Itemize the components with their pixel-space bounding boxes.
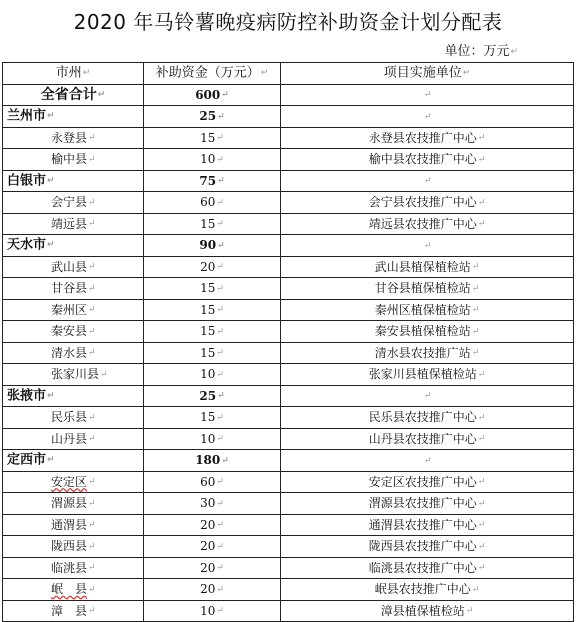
cell-unit xyxy=(281,579,574,601)
paragraph-mark: ↵ xyxy=(477,541,486,552)
paragraph-mark: ↵ xyxy=(88,606,96,616)
paragraph-mark: ↵ xyxy=(471,348,480,358)
cell-amount xyxy=(144,84,281,106)
paragraph-mark: ↵ xyxy=(471,305,480,315)
cell-unit-text: 陇西县农技推广中心 xyxy=(368,539,477,553)
cell-amount xyxy=(144,235,281,257)
cell-name-text: 民乐县 xyxy=(51,410,88,424)
cell-unit xyxy=(281,600,574,622)
cell-unit xyxy=(281,407,574,429)
cell-unit xyxy=(281,450,574,472)
table-row xyxy=(3,428,574,450)
cell-name-text: 安定区 xyxy=(51,474,88,489)
cell-amount-text: 15 xyxy=(200,216,216,231)
paragraph-mark: ↵ xyxy=(47,175,55,186)
unit-label: 单位：万元↵ xyxy=(444,44,518,59)
paragraph-mark: ↵ xyxy=(216,369,224,380)
paragraph-mark: ↵ xyxy=(423,240,432,251)
city-row xyxy=(3,106,574,128)
paragraph-mark: ↵ xyxy=(465,606,474,616)
cell-name-text: 会宁县 xyxy=(51,195,88,209)
cell-unit xyxy=(281,235,574,257)
paragraph-mark: ↵ xyxy=(216,283,224,294)
cell-unit xyxy=(281,127,574,149)
cell-unit xyxy=(281,84,574,106)
header-city: 市州↵ xyxy=(3,63,144,85)
cell-name-text: 甘谷县 xyxy=(51,281,88,295)
cell-amount-text: 15 xyxy=(200,130,216,145)
cell-unit-text: 漳县植保植检站 xyxy=(380,603,465,618)
paragraph-mark: ↵ xyxy=(471,283,480,294)
paragraph-mark: ↵ xyxy=(47,390,55,401)
cell-name-text: 张家川县 xyxy=(51,367,100,381)
cell-amount-text: 20 xyxy=(200,517,216,532)
cell-unit-text: 秦州区植保植检站 xyxy=(374,302,471,317)
cell-amount xyxy=(144,493,281,515)
table-row xyxy=(3,407,574,429)
paragraph-mark: ↵ xyxy=(423,111,432,122)
paragraph-mark: ↵ xyxy=(216,477,224,487)
table-row xyxy=(3,579,574,601)
cell-name xyxy=(3,235,144,257)
cell-name xyxy=(3,557,144,579)
cell-amount xyxy=(144,192,281,214)
table-row xyxy=(3,471,574,493)
paragraph-mark: ↵ xyxy=(216,606,224,616)
cell-name xyxy=(3,170,144,192)
cell-unit xyxy=(281,385,574,407)
paragraph-mark: ↵ xyxy=(216,563,224,573)
paragraph-mark: ↵ xyxy=(88,283,96,294)
cell-unit-text: 临洮县农技推广中心 xyxy=(368,560,477,575)
cell-unit-text: 靖远县农技推广中心 xyxy=(368,216,477,231)
cell-name-text: 岷 县 xyxy=(51,582,88,596)
cell-name-text: 定西市 xyxy=(7,452,47,468)
paragraph-mark: ↵ xyxy=(88,434,96,444)
cell-name xyxy=(3,192,144,214)
paragraph-mark: ↵ xyxy=(216,326,224,337)
cell-amount xyxy=(144,471,281,493)
cell-amount xyxy=(144,106,281,128)
cell-name xyxy=(3,493,144,515)
cell-name xyxy=(3,342,144,364)
paragraph-mark: ↵ xyxy=(471,262,480,272)
cell-amount-text: 60 xyxy=(200,474,216,489)
cell-amount-text: 25 xyxy=(199,388,217,403)
cell-unit xyxy=(281,170,574,192)
cell-amount-text: 60 xyxy=(200,195,216,209)
table-row xyxy=(3,149,574,171)
paragraph-mark: ↵ xyxy=(216,412,224,423)
cell-unit-text: 安定区农技推广中心 xyxy=(368,474,477,489)
cell-name-text: 武山县 xyxy=(51,259,88,274)
paragraph-mark: ↵ xyxy=(216,197,224,208)
paragraph-mark: ↵ xyxy=(477,563,486,573)
paragraph-mark: ↵ xyxy=(47,455,55,465)
table-row xyxy=(3,364,574,386)
cell-name xyxy=(3,364,144,386)
cell-amount-text: 15 xyxy=(200,324,216,338)
cell-amount-text: 15 xyxy=(200,281,216,295)
cell-name xyxy=(3,278,144,300)
paragraph-mark: ↵ xyxy=(88,563,96,573)
table-row xyxy=(3,127,574,149)
paragraph-mark: ↵ xyxy=(88,262,96,272)
paragraph-mark: ↵ xyxy=(216,434,224,444)
cell-amount xyxy=(144,428,281,450)
cell-name-text: 清水县 xyxy=(51,345,88,360)
table-row xyxy=(3,213,574,235)
city-row xyxy=(3,450,574,472)
cell-amount-text: 30 xyxy=(200,496,216,510)
cell-unit-text: 民乐县农技推广中心 xyxy=(368,410,477,424)
cell-amount xyxy=(144,407,281,429)
paragraph-mark: ↵ xyxy=(423,391,432,401)
paragraph-mark: ↵ xyxy=(216,498,224,509)
cell-amount xyxy=(144,170,281,192)
cell-amount-text: 90 xyxy=(199,238,217,252)
cell-name xyxy=(3,514,144,536)
cell-unit xyxy=(281,213,574,235)
cell-amount xyxy=(144,321,281,343)
paragraph-mark: ↵ xyxy=(88,133,96,143)
cell-name xyxy=(3,149,144,171)
cell-amount-text: 10 xyxy=(200,431,216,446)
cell-amount-text: 10 xyxy=(200,152,216,166)
paragraph-mark: ↵ xyxy=(47,240,55,250)
cell-unit xyxy=(281,471,574,493)
cell-name xyxy=(3,256,144,278)
paragraph-mark: ↵ xyxy=(216,520,224,530)
city-row xyxy=(3,385,574,407)
cell-unit xyxy=(281,106,574,128)
cell-amount-text: 20 xyxy=(200,582,216,596)
table-row xyxy=(3,278,574,300)
cell-amount xyxy=(144,514,281,536)
header-unit: 项目实施单位↵ xyxy=(281,63,574,85)
cell-name-text: 渭源县 xyxy=(51,496,88,510)
cell-amount xyxy=(144,364,281,386)
cell-amount xyxy=(144,278,281,300)
cell-amount xyxy=(144,342,281,364)
cell-unit-text: 武山县植保植检站 xyxy=(374,259,471,274)
paragraph-mark: ↵ xyxy=(88,326,96,337)
cell-name-text: 靖远县 xyxy=(51,216,88,231)
city-row xyxy=(3,235,574,257)
paragraph-mark: ↵ xyxy=(216,262,224,272)
cell-name xyxy=(3,321,144,343)
paragraph-mark: ↵ xyxy=(217,391,225,401)
cell-amount xyxy=(144,600,281,622)
table-row xyxy=(3,256,574,278)
cell-unit-text: 榆中县农技推广中心 xyxy=(368,152,477,166)
cell-name xyxy=(3,579,144,601)
paragraph-mark: ↵ xyxy=(477,520,486,530)
cell-name-text: 永登县 xyxy=(51,130,88,145)
table-row xyxy=(3,514,574,536)
cell-name-text: 漳 县 xyxy=(51,603,88,618)
cell-name-text: 通渭县 xyxy=(51,517,88,532)
paragraph-mark: ↵ xyxy=(100,369,108,380)
cell-unit xyxy=(281,557,574,579)
cell-amount xyxy=(144,149,281,171)
cell-amount-text: 20 xyxy=(200,539,216,553)
cell-unit-text: 清水县农技推广站 xyxy=(374,345,471,360)
cell-name-text: 兰州市 xyxy=(7,108,47,124)
city-row xyxy=(3,170,574,192)
paragraph-mark: ↵ xyxy=(423,90,432,100)
paragraph-mark: ↵ xyxy=(217,111,225,122)
cell-unit xyxy=(281,192,574,214)
cell-name xyxy=(3,385,144,407)
table-row xyxy=(3,600,574,622)
table-row xyxy=(3,321,574,343)
cell-name-text: 天水市 xyxy=(7,237,47,253)
table-row xyxy=(3,557,574,579)
paragraph-mark: ↵ xyxy=(88,520,96,530)
paragraph-mark: ↵ xyxy=(88,477,96,487)
cell-amount-text: 75 xyxy=(199,173,217,188)
cell-unit-text: 岷县农技推广中心 xyxy=(374,582,471,596)
cell-unit-text: 会宁县农技推广中心 xyxy=(368,195,477,209)
cell-name xyxy=(3,428,144,450)
cell-name-text: 秦安县 xyxy=(51,324,88,338)
paragraph-mark: ↵ xyxy=(477,219,486,229)
cell-amount-text: 10 xyxy=(200,367,216,381)
cell-unit-text: 甘谷县植保植检站 xyxy=(374,281,471,295)
cell-amount-text: 20 xyxy=(200,259,216,274)
cell-name-text: 陇西县 xyxy=(51,539,88,553)
paragraph-mark: ↵ xyxy=(88,154,96,165)
cell-amount-text: 600 xyxy=(195,87,221,102)
paragraph-mark: ↵ xyxy=(217,240,225,251)
table-row xyxy=(3,299,574,321)
paragraph-mark: ↵ xyxy=(477,498,486,509)
cell-amount-text: 180 xyxy=(195,453,221,467)
paragraph-mark: ↵ xyxy=(97,89,106,100)
paragraph-mark: ↵ xyxy=(471,326,480,337)
paragraph-mark: ↵ xyxy=(477,197,486,208)
paragraph-mark: ↵ xyxy=(88,197,96,208)
paragraph-mark: ↵ xyxy=(216,219,224,229)
cell-name xyxy=(3,536,144,558)
cell-unit-text: 永登县农技推广中心 xyxy=(368,130,477,145)
cell-amount-text: 15 xyxy=(200,302,216,317)
paragraph-mark: ↵ xyxy=(477,154,486,165)
cell-unit xyxy=(281,149,574,171)
cell-name xyxy=(3,106,144,128)
table-header-row xyxy=(3,63,574,85)
cell-unit xyxy=(281,428,574,450)
cell-unit-text: 通渭县农技推广中心 xyxy=(368,517,477,532)
cell-amount-text: 25 xyxy=(199,109,217,123)
cell-name-text: 白银市 xyxy=(7,173,47,188)
cell-name xyxy=(3,84,144,106)
cell-unit xyxy=(281,321,574,343)
paragraph-mark: ↵ xyxy=(216,305,224,315)
cell-amount xyxy=(144,536,281,558)
paragraph-mark: ↵ xyxy=(221,90,229,100)
cell-unit-text: 张家川县植保植检站 xyxy=(368,367,477,381)
cell-unit-text: 渭源县农技推广中心 xyxy=(368,496,477,510)
cell-name xyxy=(3,127,144,149)
cell-amount-text: 15 xyxy=(200,410,216,424)
cell-name-text: 榆中县 xyxy=(51,152,88,166)
paragraph-mark: ↵ xyxy=(477,477,486,487)
cell-amount-text: 20 xyxy=(200,560,216,575)
cell-unit xyxy=(281,493,574,515)
cell-name-text: 临洮县 xyxy=(51,560,88,575)
paragraph-mark: ↵ xyxy=(47,111,55,121)
table-row xyxy=(3,192,574,214)
cell-unit-text: 秦安县植保植检站 xyxy=(374,324,471,338)
cell-unit xyxy=(281,364,574,386)
cell-name xyxy=(3,213,144,235)
cell-unit xyxy=(281,278,574,300)
cell-name-text: 秦州区 xyxy=(51,302,88,317)
paragraph-mark: ↵ xyxy=(216,541,224,552)
cell-unit xyxy=(281,299,574,321)
cell-name-text: 山丹县 xyxy=(51,431,88,446)
cell-amount-text: 10 xyxy=(200,603,216,618)
paragraph-mark: ↵ xyxy=(216,584,224,595)
cell-unit xyxy=(281,514,574,536)
cell-amount xyxy=(144,127,281,149)
cell-name xyxy=(3,299,144,321)
table-row xyxy=(3,342,574,364)
cell-amount xyxy=(144,385,281,407)
cell-unit xyxy=(281,342,574,364)
table-row xyxy=(3,493,574,515)
paragraph-mark: ↵ xyxy=(471,584,480,595)
cell-amount-text: 15 xyxy=(200,345,216,360)
paragraph-mark: ↵ xyxy=(88,412,96,423)
cell-unit xyxy=(281,536,574,558)
paragraph-mark: ↵ xyxy=(216,348,224,358)
cell-amount xyxy=(144,213,281,235)
cell-name-text: 全省合计 xyxy=(40,86,97,103)
cell-name xyxy=(3,471,144,493)
cell-name-text: 张掖市 xyxy=(7,388,47,403)
header-amount: 补助资金（万元）↵ xyxy=(144,63,281,85)
paragraph-mark: ↵ xyxy=(477,412,486,423)
document-title: 2020 年马铃薯晚疫病防控补助资金计划分配表 xyxy=(73,10,503,34)
cell-amount xyxy=(144,579,281,601)
table-row xyxy=(3,536,574,558)
paragraph-mark: ↵ xyxy=(88,541,96,552)
paragraph-mark: ↵ xyxy=(423,176,432,186)
paragraph-mark: ↵ xyxy=(88,219,96,229)
paragraph-mark: ↵ xyxy=(477,133,486,143)
cell-amount xyxy=(144,256,281,278)
paragraph-mark: ↵ xyxy=(477,369,486,380)
paragraph-mark: ↵ xyxy=(88,305,96,315)
cell-amount xyxy=(144,299,281,321)
paragraph-mark: ↵ xyxy=(217,176,225,186)
paragraph-mark: ↵ xyxy=(216,133,224,143)
paragraph-mark: ↵ xyxy=(477,434,486,444)
total-row xyxy=(3,84,574,106)
paragraph-mark: ↵ xyxy=(216,154,224,165)
cell-amount xyxy=(144,557,281,579)
paragraph-mark: ↵ xyxy=(221,455,229,466)
cell-amount xyxy=(144,450,281,472)
cell-name xyxy=(3,407,144,429)
paragraph-mark: ↵ xyxy=(423,455,432,466)
paragraph-mark: ↵ xyxy=(88,584,96,595)
cell-unit xyxy=(281,256,574,278)
paragraph-mark: ↵ xyxy=(88,498,96,509)
cell-name xyxy=(3,600,144,622)
allocation-table xyxy=(2,62,574,622)
paragraph-mark: ↵ xyxy=(88,348,96,358)
cell-unit-text: 山丹县农技推广中心 xyxy=(368,431,477,446)
cell-name xyxy=(3,450,144,472)
